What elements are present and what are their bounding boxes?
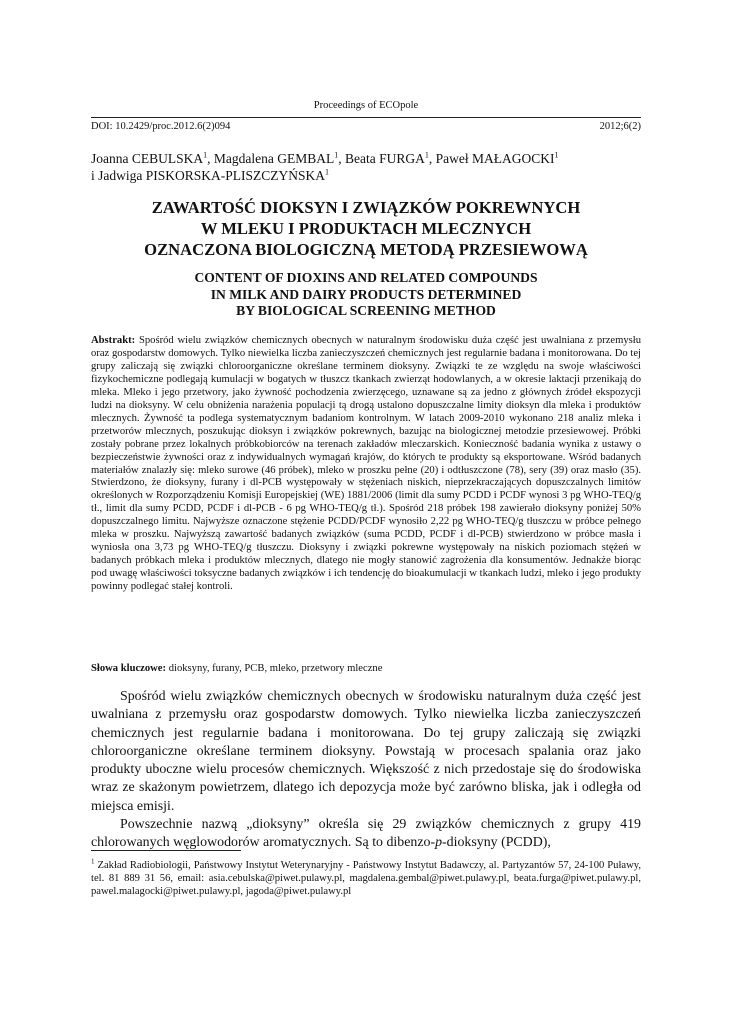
- author: Joanna CEBULSKA: [91, 151, 204, 166]
- footnote-text: Zakład Radiobiologii, Państwowy Instytut Weterynaryjny - Państwowy Instytut Badawczy, al. Partyzantów 57, 24-100 Puławy, tel. 81 889 31 56, email: asia.cebulska@piwet.pulawy.pl, magdalena.gembal@piwet.pulawy.pl, beata.furga@piwet.pulawy.pl, pawel.malagocki@piwet.pulawy.pl, jagoda@piwet.pulawy.pl: [91, 860, 641, 897]
- keywords-label: Słowa kluczowe:: [91, 663, 167, 674]
- paragraph: Powszechnie nazwą „dioksyny” określa się 29 związków chemicznych z grupy 419 chlorowanych węglowodorów aromatycznych. Są to dibenzo-p-dioksyny (PCDD),: [91, 817, 641, 851]
- abstract-label: Abstrakt:: [91, 335, 136, 346]
- doi: DOI: 10.2429/proc.2012.6(2)094: [91, 121, 231, 132]
- footnote: [91, 859, 641, 898]
- footnote-mark: 1: [91, 857, 95, 866]
- title-line: ZAWARTOŚĆ DIOKSYN I ZWIĄZKÓW POKREWNYCH: [151, 198, 581, 217]
- keywords: [91, 663, 641, 674]
- footnote-divider: [91, 850, 241, 851]
- doi-line: [91, 117, 641, 132]
- affiliation-mark: 1: [554, 150, 559, 160]
- author: Paweł MAŁAGOCKI: [435, 151, 555, 166]
- authors-line-2: [91, 167, 641, 184]
- affiliation-mark: 1: [424, 150, 429, 160]
- title-polish: [91, 197, 641, 260]
- author: i Jadwiga PISKORSKA-PLISZCZYŃSKA: [91, 168, 326, 183]
- affiliation-mark: 1: [334, 150, 339, 160]
- title-line: IN MILK AND DAIRY PRODUCTS DETERMINED: [210, 286, 522, 302]
- title-line: OZNACZONA BIOLOGICZNĄ METODĄ PRZESIEWOWĄ: [144, 240, 588, 259]
- author: Beata FURGA: [344, 151, 425, 166]
- abstract: [91, 335, 641, 594]
- title-line: W MLEKU I PRODUKTACH MLECZNYCH: [200, 219, 532, 238]
- paragraph: Spośród wielu związków chemicznych obecnych w środowisku naturalnym duża część jest uwalniana z przemysłu oraz gospodarstw domowych. Tylko niewielka liczba zanieczyszczeń chemicznych jest regularnie badana i monitorowana. Do tej grupy zaliczają się związki chloroorganiczne określane terminem dioksyny. Powstają w procesach spalania oraz jako produkty uboczne wielu procesów chemicznych. Większość z nich przedostaje się do środowiska wraz ze skażonym powietrzem, dlatego ich depozycja może być zarówno bliska, jak i odległa od miejsca emisji.: [91, 689, 641, 814]
- author-list: [91, 150, 641, 184]
- affiliation-mark: 1: [325, 167, 330, 177]
- authors-line-1: Joanna CEBULSKA$^1$, Magdalena GEMBAL$^1$, Beata FURGA$^1$, Paweł MAŁAGOCKI$^1$: [91, 150, 559, 166]
- volume-issue: 2012;6(2): [599, 121, 641, 132]
- title-line: CONTENT OF DIOXINS AND RELATED COMPOUNDS: [194, 270, 538, 285]
- body-text: [91, 688, 641, 853]
- abstract-text: Spośród wielu związków chemicznych obecnych w naturalnym środowisku duża część jest uwalniana z przemysłu oraz gospodarstw domowych. Tylko niewielka liczba zanieczyszczeń chemicznych jest regularnie badana i monitorowana. Do tej grupy zaliczają się związki chloroorganiczne określane terminem dioksyny. Związki te ze względu na swoje właściwości fizykochemiczne podlegają kumulacji w bogatych w tłuszcz tkankach zwierząt hodowlanych, a w okresie laktacji przenikają do mleka. Mleko i jego przetwory, jako żywność pochodzenia zwierzęcego, uznawane są za jedno z głównych źródeł ekspozycji ludzi na dioksyny. W celu obniżenia narażenia populacji tą drogą ustalono dopuszczalne limity dioksyn dla mleka i produktów mlecznych. Żywność ta podlega systematycznym badaniom kontrolnym. W latach 2009-2010 wykonano 218 analiz mleka i przetworów mlecznych, poszukując dioksyn i związków pokrewnych, bazując na biologicznej metodzie przesiewowej. Próbki zostały pobrane przez lokalnych próbkobiorców na terenach zakładów mleczarskich. Konieczność badania wynika z ustawy o bezpieczeństwie żywności oraz z indywidualnych wymagań krajów, do których te produkty są eksportowane. Wśród badanych materiałów znalazły się: mleko surowe (46 próbek), mleko w proszku pełne (20) i odtłuszczone (78), sery (39) oraz masło (35). Stwierdzono, że dioksyny, furany i dl-PCB występowały w stężeniach niskich, nieprzekraczających dopuszczalnych limitów określonych w Rozporządzeniu Komisji Europejskiej (WE) 1881/2006 (limit dla sumy PCDD i PCDF wynosi 3 pg WHO-TEQ/g tł., limit dla sumy PCDD, PCDF i dl-PCB - 6 pg WHO-TEQ/g tł.). Spośród 218 próbek 198 zawierało dioksyny poniżej 50% dopuszczalnego limitu. Najwyższe oznaczone stężenie PCDD/PCDF wynosiło 2,22 pg WHO-TEQ/g tłuszczu w próbce pełnego mleka w proszku. Najwyższą zawartość badanych związków (suma PCDD, PCDF i dl-PCB) stwierdzono w próbce masła i wyniosła ona 3,73 pg WHO-TEQ/g tłuszczu. Dioksyny i związki pokrewne występowały na niskich poziomach stężeń w badanych próbkach mleka i produktów mlecznych, dlatego nie mogły stanowić zagrożenia dla konsumentów. Jednakże biorąc pod uwagę właściwości toksyczne badanych związków i ich tendencję do bioakumulacji w tkankach ludzi, mleko i jego produkty powinny podlegać stałej kontroli.: [91, 335, 641, 593]
- journal-name: Proceedings of ECOpole: [313, 100, 419, 111]
- keywords-text: dioksyny, furany, PCB, mleko, przetwory mleczne: [168, 663, 383, 674]
- affiliation-mark: 1: [203, 150, 208, 160]
- author: Magdalena GEMBAL: [213, 151, 335, 166]
- title-english: [91, 270, 641, 320]
- title-line: BY BIOLOGICAL SCREENING METHOD: [236, 303, 496, 318]
